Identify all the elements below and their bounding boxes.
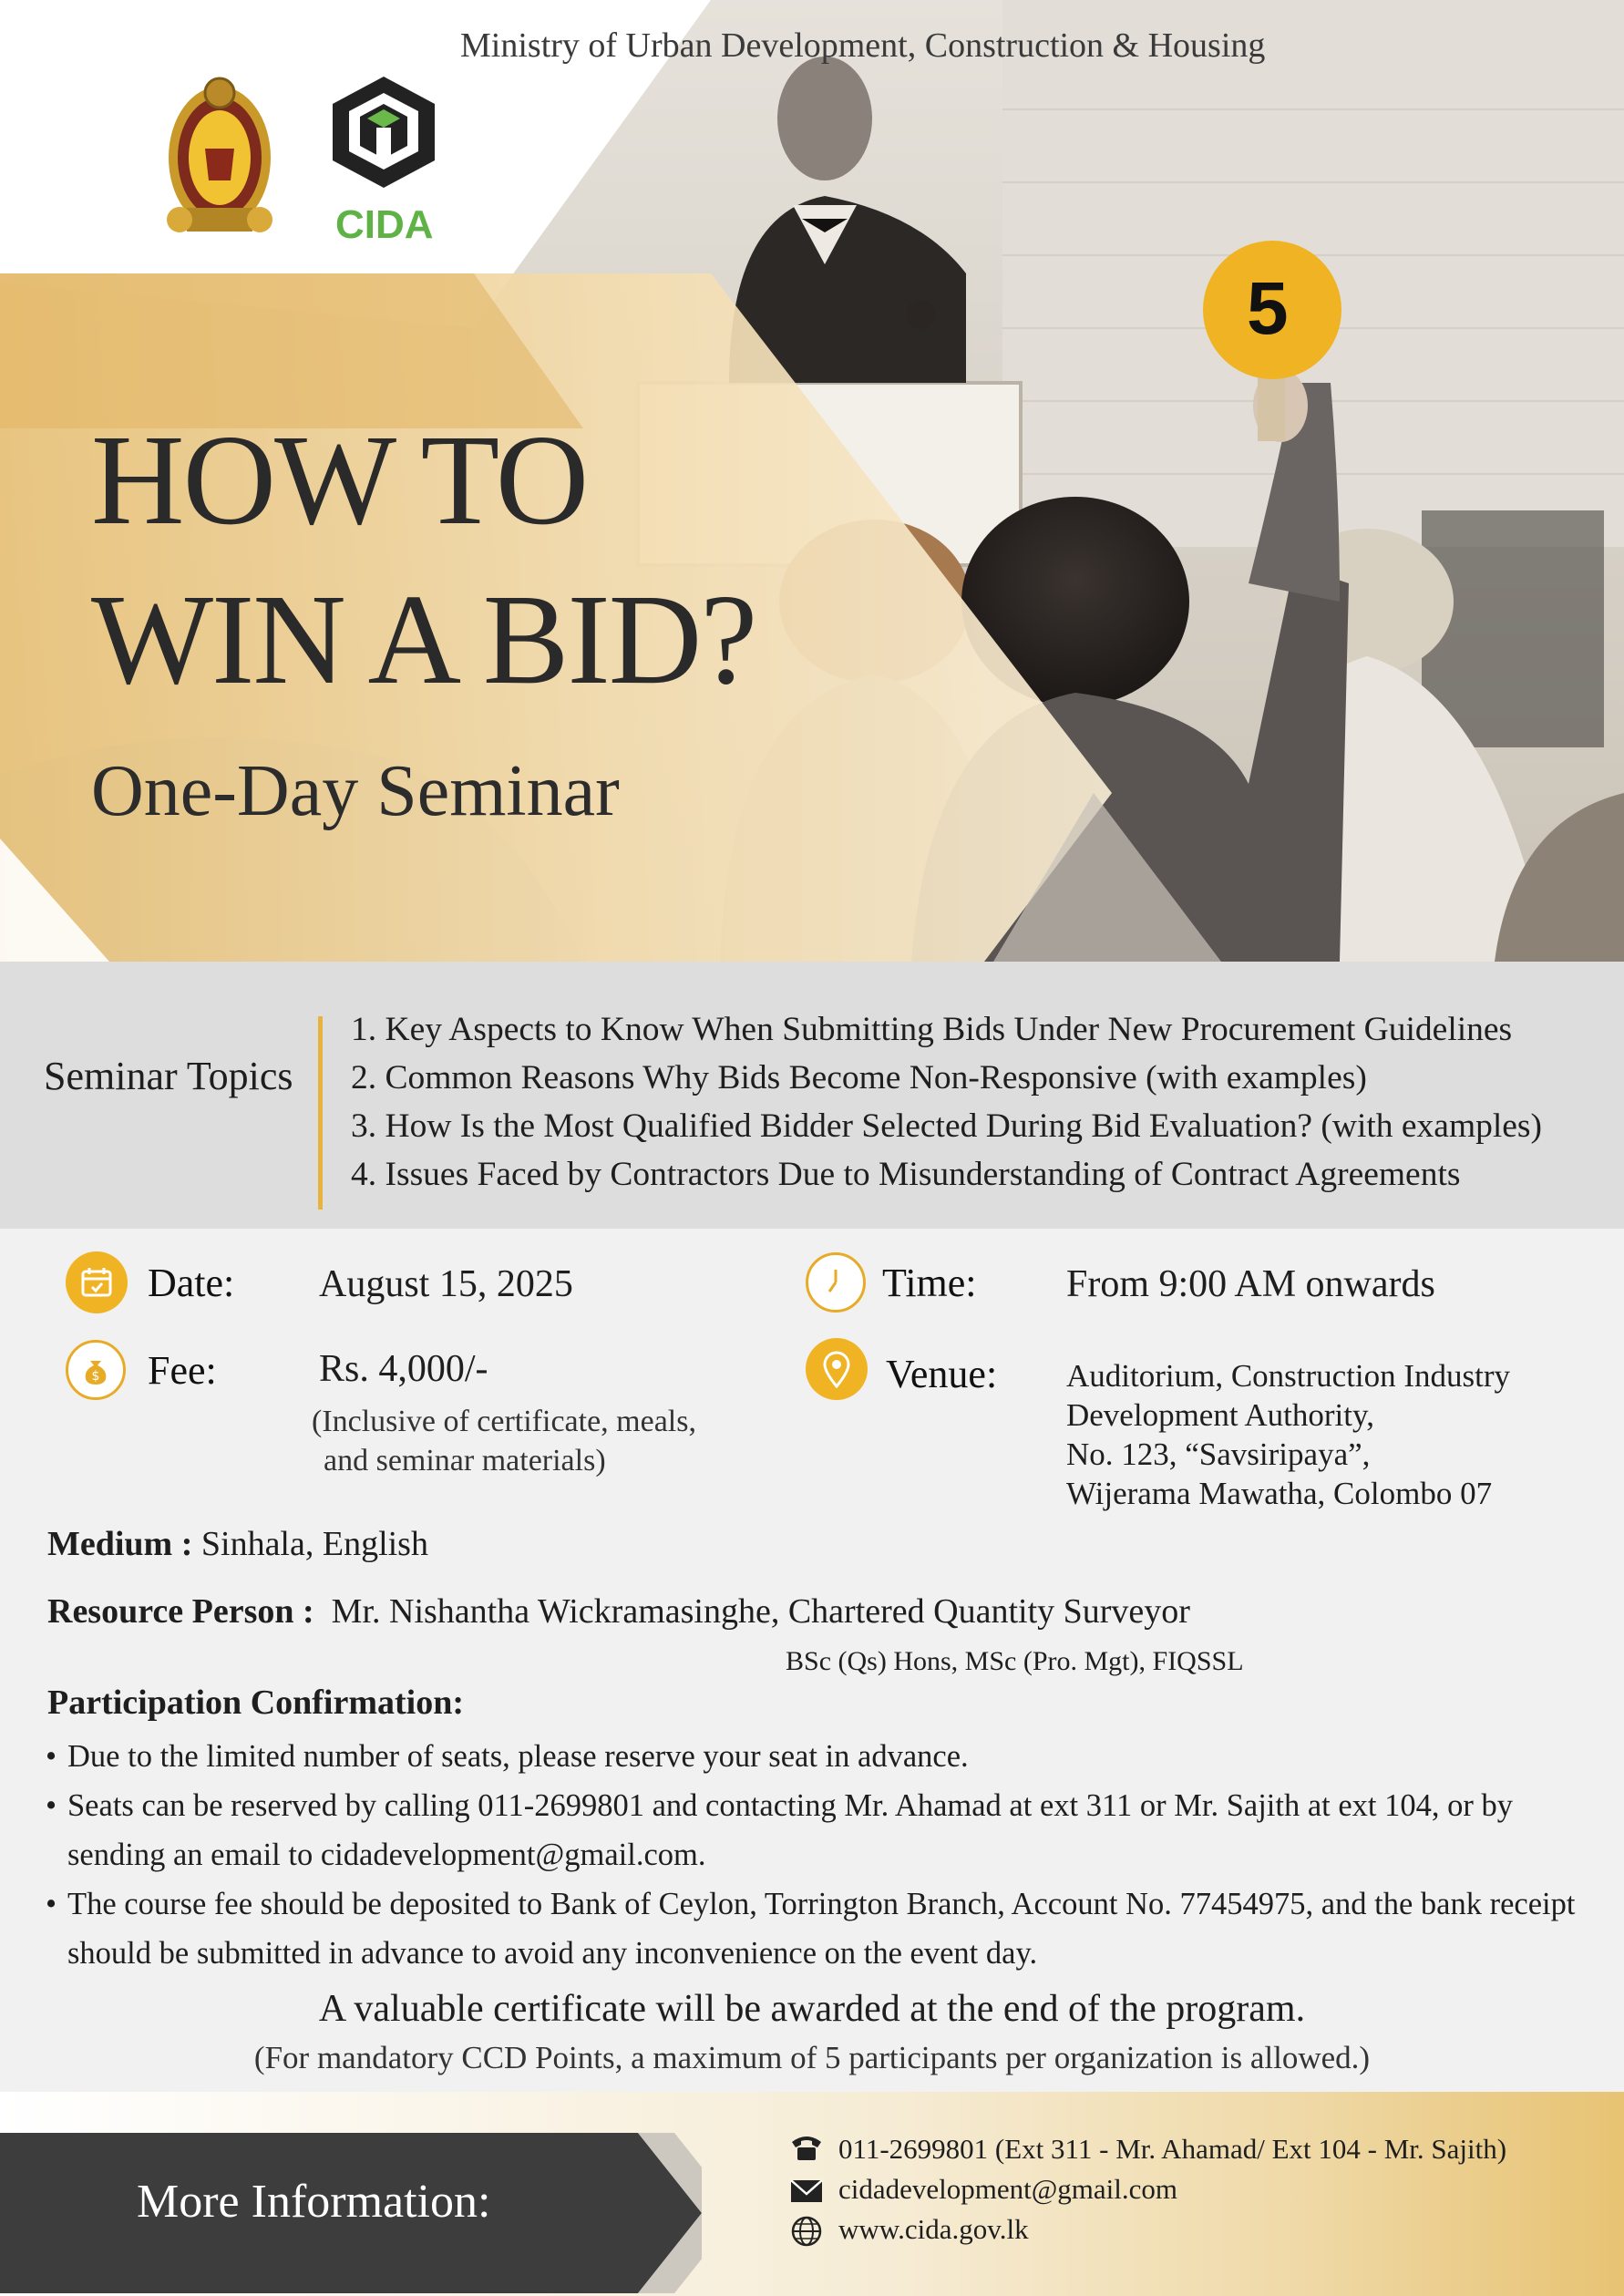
hero-section: [0, 0, 1624, 962]
ministry-title: Ministry of Urban Development, Construction & Housing: [460, 26, 1266, 65]
medium-row: [47, 1524, 428, 1564]
participation-title: Participation Confirmation:: [47, 1683, 465, 1722]
calendar-icon: [66, 1251, 128, 1313]
certificate-headline: A valuable certificate will be awarded at the end of the program.: [318, 1988, 1306, 2030]
phone-contact[interactable]: 011-2699801 (Ext 311 - Mr. Ahamad/ Ext 104 - Mr. Sajith): [838, 2133, 1507, 2165]
participation-bullet: • Seats can be reserved by calling 011-2699801 and contacting Mr. Ahamad at ext 311 or Mr. Sajith at ext 104, or by sending an email to cidadevelopment@gmail.com.: [46, 1781, 1595, 1879]
participation-bullet: • The course fee should be deposited to Bank of Ceylon, Torrington Branch, Account No. 77454975, and the bank receipt should be submitted in advance to avoid any inconvenience on the event day.: [46, 1879, 1595, 1978]
website-link[interactable]: www.cida.gov.lk: [838, 2213, 1029, 2245]
topics-label: Seminar Topics: [44, 1054, 293, 1098]
national-emblem-icon: [159, 71, 280, 244]
phone-icon: [788, 2129, 825, 2166]
topics-list: [351, 1005, 1542, 1199]
svg-text:$: $: [91, 1369, 100, 1384]
headline-line-1: HOW TO: [91, 407, 588, 551]
headline-line-2: WIN A BID?: [91, 567, 756, 711]
medium-value: Sinhala, English: [200, 1525, 428, 1563]
topics-divider: [318, 1016, 323, 1210]
venue-line: No. 123, “Savsiripaya”,: [1066, 1436, 1371, 1472]
resource-qualifications: BSc (Qs) Hons, MSc (Pro. Mgt), FIQSSL: [786, 1646, 1244, 1676]
time-label: Time:: [882, 1261, 977, 1305]
money-bag-icon: [66, 1340, 126, 1400]
venue-line: Wijerama Mawatha, Colombo 07: [1066, 1476, 1493, 1511]
venue-line: Development Authority,: [1066, 1397, 1374, 1433]
venue-label: Venue:: [886, 1352, 998, 1396]
participation-list: [46, 1732, 1595, 1978]
cida-logo-text: CIDA: [335, 202, 434, 247]
medium-label: Medium :: [47, 1525, 193, 1563]
fee-note-line-2: and seminar materials): [324, 1444, 606, 1477]
location-pin-icon: [806, 1338, 868, 1400]
clock-icon: [806, 1252, 866, 1313]
seminar-topics-section: [0, 962, 1624, 1229]
date-label: Date:: [148, 1261, 235, 1305]
envelope-icon: [788, 2172, 825, 2208]
paddle-number: 5: [1247, 267, 1289, 350]
fee-note-line-1: (Inclusive of certificate, meals,: [312, 1405, 696, 1438]
topic-item: 3. How Is the Most Qualified Bidder Selected During Bid Evaluation? (with examples): [351, 1107, 1543, 1145]
certificate-note: (For mandatory CCD Points, a maximum of 5 participants per organization is allowed.): [253, 2040, 1371, 2075]
cida-logo-icon: [324, 73, 444, 191]
fee-value: Rs. 4,000/-: [319, 1348, 488, 1390]
topic-item: 4. Issues Faced by Contractors Due to Misunderstanding of Contract Agreements: [351, 1156, 1461, 1193]
topic-item: 2. Common Reasons Why Bids Become Non-Responsive (with examples): [351, 1059, 1367, 1097]
globe-icon: [788, 2213, 825, 2250]
resource-person-row: [47, 1591, 1190, 1632]
subtitle: One-Day Seminar: [91, 751, 620, 831]
resource-label: Resource Person :: [47, 1592, 314, 1631]
time-value: From 9:00 AM onwards: [1066, 1263, 1435, 1305]
more-info-label: More Information:: [137, 2176, 491, 2228]
participation-bullet: • Due to the limited number of seats, please reserve your seat in advance.: [46, 1732, 1595, 1781]
venue-line: Auditorium, Construction Industry: [1066, 1358, 1511, 1394]
fee-label: Fee:: [148, 1348, 217, 1393]
email-link[interactable]: cidadevelopment@gmail.com: [838, 2173, 1178, 2205]
date-value: August 15, 2025: [319, 1263, 573, 1305]
resource-value: Mr. Nishantha Wickramasinghe, Chartered Quantity Surveyor: [331, 1592, 1190, 1631]
venue-address: [1066, 1356, 1510, 1513]
topic-item: 1. Key Aspects to Know When Submitting Bids Under New Procurement Guidelines: [351, 1011, 1513, 1048]
